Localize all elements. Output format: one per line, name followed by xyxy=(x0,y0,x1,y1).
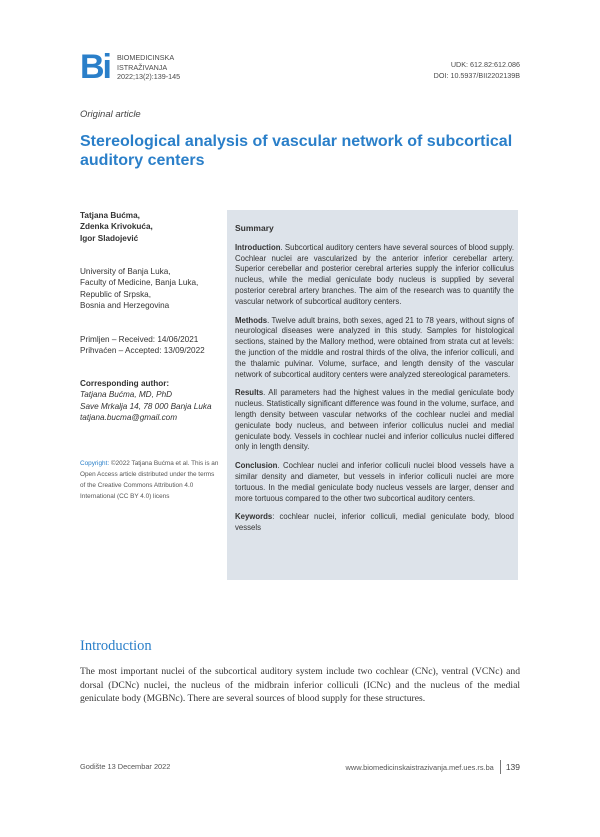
license-text: ©2022 Tatjana Bućma et al. This is an Open Access article distributed under the terms of the Creative Commons Attribution 4.0 International (CC BY 4.0) licens xyxy=(80,460,219,500)
copyright-label: Copyright: xyxy=(80,460,110,467)
section-text: : cochlear nuclei, inferior colliculi, medial geniculate body, blood vessels xyxy=(235,512,514,533)
received-date: Primljen – Received: 14/06/2021 xyxy=(80,335,199,344)
section-text: . Subcortical auditory centers have several sources of blood supply. Cochlear nuclei are vascularized by the anterior inferior cerebellar artery. Superior cerebellar and posterior cerebral arteries supply the inferior colliculus nucleus, while the medial geniculate body nucleus is supplied by several posterior cerebral artery branches. The aim of the research was to quantify the vascular network of subcortical auditory centers. xyxy=(235,242,514,306)
journal-url[interactable]: www.biomedicinskaistrazivanja.mef.ues.rs.ba xyxy=(345,762,494,772)
article-title: Stereological analysis of vascular network of subcortical auditory centers xyxy=(80,133,513,169)
summary-box xyxy=(227,210,518,580)
author: Zdenka Krivokuća, xyxy=(80,222,153,232)
summary-title: Summary xyxy=(235,223,274,233)
section-label: Conclusion xyxy=(235,461,278,471)
introduction-paragraph: The most important nuclei of the subcortical auditory system include two cochlear (CNc), ventral (VCNc) and dorsal (DCNc) nuclei, the nucleus of the midbrain inferior colliculi (ICNc) and the nucleus of the medial geniculate body (MGBNc). There are several sources of blood supply for these structures. xyxy=(80,666,520,704)
corresponding-author xyxy=(80,378,230,423)
affiliation-line: Republic of Srpska, xyxy=(80,289,151,299)
affiliation-line: Faculty of Medicine, Banja Luka, xyxy=(80,278,199,288)
affiliation-line: University of Banja Luka, xyxy=(80,267,171,276)
footer-right xyxy=(346,760,520,774)
doi: DOI: 10.5937/BII2202139B xyxy=(433,71,520,80)
section-text: . Cochlear nuclei and inferior colliculi nuclei blood vessels have a similar density and diameter, but vessels in inferior colliculi nuclei are more tortuous. In the medial geniculate body nucleus vessels are larger, denser and more tortuous compared to the other two subcortical auditory centers. xyxy=(235,461,514,503)
section-label: Methods xyxy=(235,315,268,325)
corresponding-address: Save Mrkalja 14, 78 000 Banja Luka xyxy=(80,401,212,411)
journal-info xyxy=(117,53,180,82)
license-note xyxy=(80,458,220,502)
summary-introduction xyxy=(235,243,514,308)
accepted-date: Prihvaćen – Accepted: 13/09/2022 xyxy=(80,346,205,356)
journal-logo: Bi xyxy=(80,48,110,86)
section-label: Keywords xyxy=(235,512,273,522)
article-type: Original article xyxy=(80,109,141,120)
udk-code: UDK: 612.82:612.086 xyxy=(450,60,520,69)
summary-methods xyxy=(235,316,514,381)
section-label: Results xyxy=(235,388,264,398)
affiliation xyxy=(80,266,230,311)
summary-keywords xyxy=(235,512,514,534)
affiliation-line: Bosnia and Herzegovina xyxy=(80,300,170,310)
summary-conclusion xyxy=(235,461,514,504)
corresponding-name: Tatjana Bućma, MD, PhD xyxy=(80,390,173,400)
footer-volume: Godište 13 Decembar 2022 xyxy=(80,762,171,771)
footer-divider xyxy=(500,760,501,774)
dates xyxy=(80,334,230,357)
journal-name-line2: ISTRAŽIVANJA xyxy=(117,62,168,72)
author: Tatjana Bućma, xyxy=(80,211,140,220)
corresponding-email[interactable]: tatjana.bucma@gmail.com xyxy=(80,412,178,422)
journal-issue: 2022;13(2):139-145 xyxy=(117,72,181,81)
section-label: Introduction xyxy=(235,242,281,252)
journal-name-line1: BIOMEDICINSKA xyxy=(117,53,175,62)
author: Igor Sladojević xyxy=(80,233,139,243)
page-number: 139 xyxy=(505,762,520,772)
introduction-heading: Introduction xyxy=(80,638,152,654)
section-text: . All parameters had the highest values in the medial geniculate body nucleus. Statistically significant difference was found in the volume, surface, and length density between vascular networks of the cochlear nuclei and medial geniculate body nucleus, and between inferior colliculus nuclei and medial geniculate body. Vessels in cochlear nuclei and inferior colliculus nuclei differed only in length density. xyxy=(235,388,514,452)
article-identifiers xyxy=(434,59,520,81)
corresponding-label: Corresponding author: xyxy=(80,379,170,388)
summary-results xyxy=(235,388,514,453)
section-text: . Twelve adult brains, both sexes, aged 21 to 78 years, without signs of neurological diseases were analyzed in this study. Samples for histological sections, stained by the Mallory method, were obtained from strata cut at levels: the junction of the middle and rostral thirds of the oliva, the inferior colliculi, and the thalamic pulvinar. Volume, surface, and length density of the vascular network of subcortical auditory centers were analyzed stereological parameters. xyxy=(235,315,514,379)
author-list xyxy=(80,210,230,244)
